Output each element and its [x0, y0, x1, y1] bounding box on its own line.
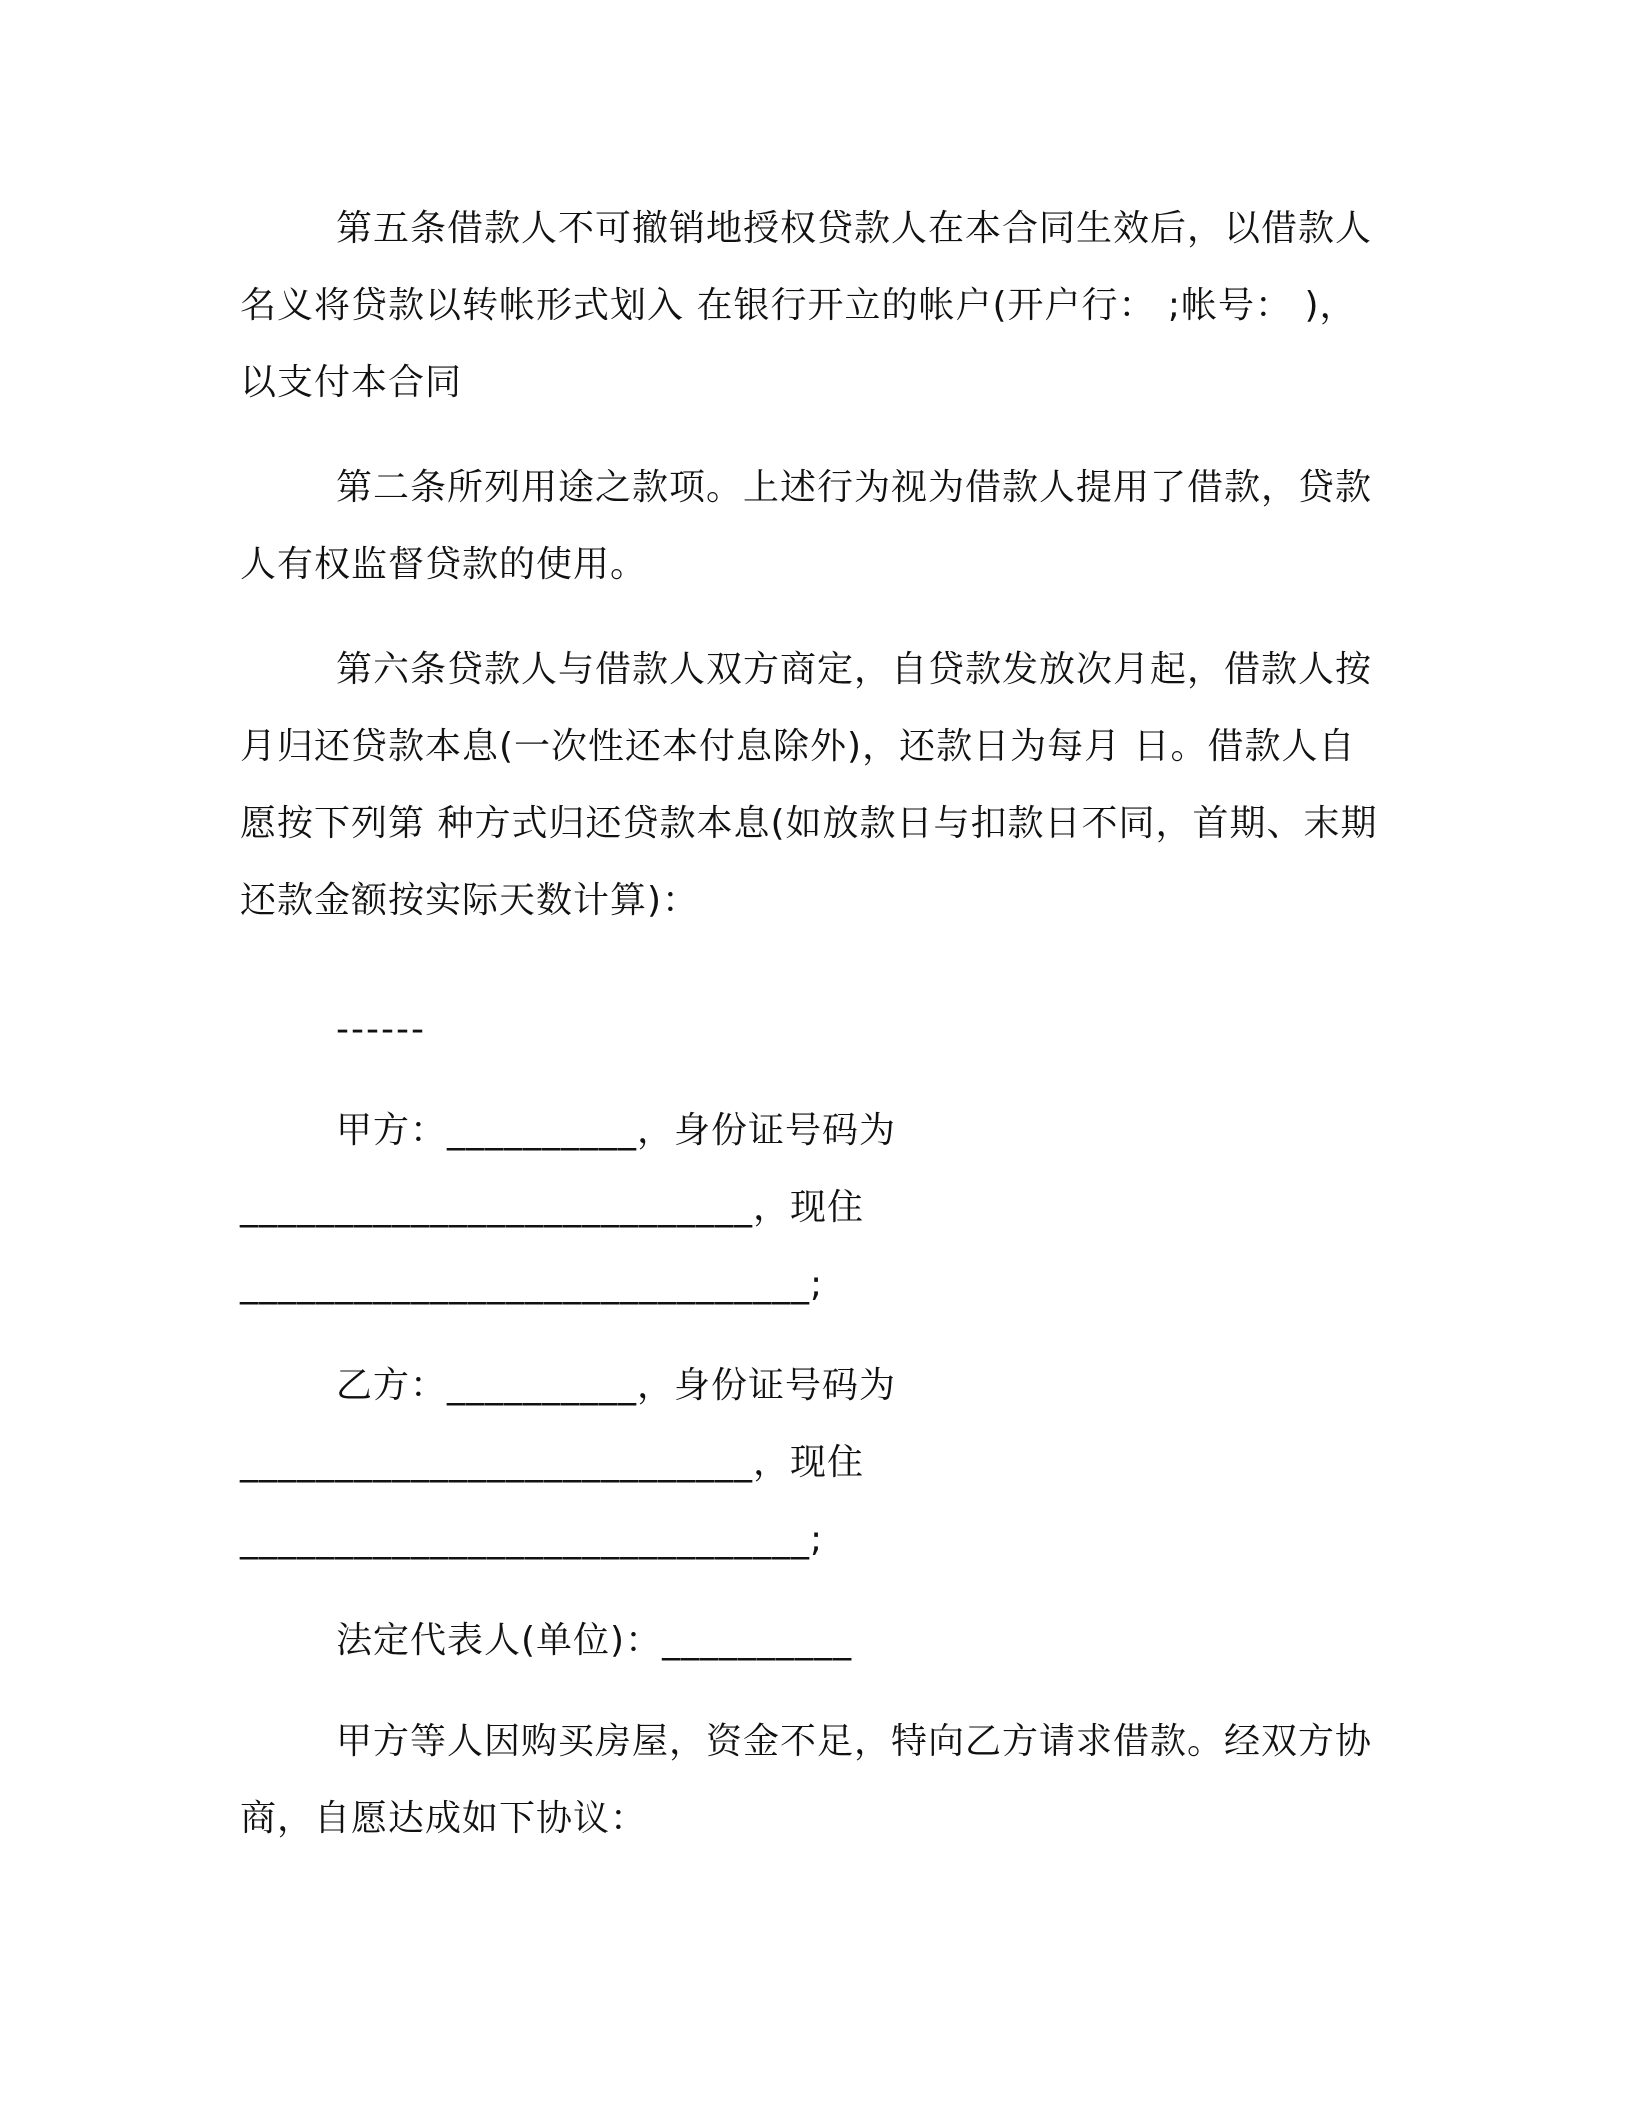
party-a-name-line: 甲方：__________，身份证号码为: [336, 1110, 897, 1151]
document-body: [240, 190, 1380, 1885]
spacer: [240, 1323, 1380, 1347]
spacer: [240, 1068, 1380, 1092]
section-separator: ------: [336, 1009, 426, 1050]
paragraph-article-6: 第六条贷款人与借款人双方商定，自贷款发放次月起，借款人按月归还贷款本息(一次性还本付息除外)，还款日为每月 日。借款人自愿按下列第 种方式归还贷款本息(如放款日与扣款日不同，首期、末期还款金额按实际天数计算)：: [240, 649, 1378, 921]
paragraph-agreement-intro: 甲方等人因购买房屋，资金不足，特向乙方请求借款。经双方协商，自愿达成如下协议：: [240, 1721, 1373, 1839]
spacer: [240, 967, 1380, 991]
paragraph-article-5: 第五条借款人不可撤销地授权贷款人在本合同生效后，以借款人名义将贷款以转帐形式划入 在银行开立的帐户(开户行： ;帐号： )，以支付本合同: [240, 208, 1373, 403]
party-b-name-line: 乙方：__________，身份证号码为: [336, 1365, 897, 1406]
party-a-address-line: ______________________________;: [240, 1264, 824, 1305]
party-a-id-line: ___________________________，现住: [240, 1187, 865, 1228]
party-b-id-line: ___________________________，现住: [240, 1442, 865, 1483]
spacer: [240, 1578, 1380, 1602]
legal-representative-line: 法定代表人(单位)：__________: [336, 1620, 853, 1661]
paragraph-article-2-usage: 第二条所列用途之款项。上述行为视为借款人提用了借款，贷款人有权监督贷款的使用。: [240, 467, 1373, 585]
party-b-address-line: ______________________________;: [240, 1519, 824, 1560]
spacer: [240, 1679, 1380, 1703]
